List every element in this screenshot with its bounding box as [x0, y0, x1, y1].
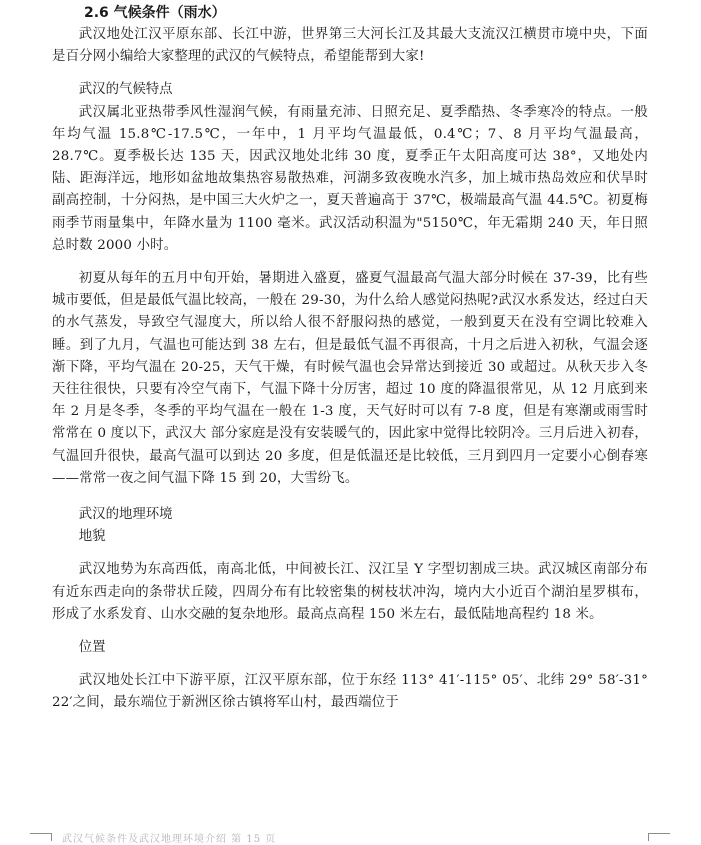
- location-subtitle: 位置: [78, 640, 106, 656]
- crop-mark-right-v: [648, 833, 649, 841]
- climate-section-title: 武汉的气候特点: [78, 82, 173, 98]
- intro-paragraph: 武汉地处江汉平原东部、长江中游，世界第三大河长江及其最大支流汉江横贯市境中央，下面是百分网小编给大家整理的武汉的气候特点，希望能帮到大家!: [52, 27, 648, 65]
- climate-paragraph-1: 武汉属北亚热带季风性湿润气候，有雨量充沛、日照充足、夏季酷热、冬季寒冷的特点。一般年均气温 15.8℃-17.5℃，一年中，1 月平均气温最低，0.4℃；7、8 月平均气温最高，28.7℃。夏季极长达 135 天，因武汉地处北纬 30 度，夏季正午太阳高度可达 38°，又地处内陆、距海洋远，地形如盆地故集热容易散热难，河湖多致夜晚水汽多，加上城市热岛效应和伏旱时副高控制，十分闷热，是中国三大火炉之一，夏天普遍高于 37℃，极端最高气温 44.5℃。初夏梅雨季节雨量集中，年降水量为 1100 毫米。武汉活动积温为"5150℃，年无霜期 240 天，年日照总时数 2000 小时。: [52, 104, 648, 253]
- crop-mark-right-h: [648, 833, 670, 834]
- crop-mark-left-h: [30, 833, 52, 834]
- location-paragraph: 武汉地处长江中下游平原，江汉平原东部，位于东经 113° 41′-115° 05′、北纬 29° 58′-31° 22′之间，最东端位于新洲区徐古镇将军山村，最西端位于: [52, 673, 648, 711]
- geography-section-title: 武汉的地理环境: [78, 507, 173, 523]
- section-heading: 2.6 气候条件（雨水）: [84, 5, 226, 21]
- crop-mark-left-v: [51, 833, 52, 841]
- landform-paragraph: 武汉地势为东高西低，南高北低，中间被长江、汉江呈 Y 字型切割成三块。武汉城区南部分布有近东西走向的条带状丘陵，四周分布有比较密集的树枝状冲沟，境内大小近百个湖泊星罗棋布，形成了水系发育、山水交融的复杂地形。最高点高程 150 米左右，最低陆地高程约 18 米。: [52, 562, 648, 622]
- landform-subtitle: 地貌: [78, 529, 106, 545]
- page-footer: 武汉气候条件及武汉地理环境介绍 第 15 页: [62, 834, 277, 845]
- climate-paragraph-2: 初夏从每年的五月中旬开始，暑期进入盛夏，盛夏气温最高气温大部分时候在 37-39，比有些城市要低，但是最低气温比较高，一般在 29-30，为什么给人感觉闷热呢?武汉水系发达，经过白天的水气蒸发，导致空气湿度大，所以给人很不舒服闷热的感觉，一般到夏天在没有空调比较难入睡。到了九月，气温也可能达到 38 左右，但是最低气温不再很高，十月之后进入初秋，气温会逐渐下降，平均气温在 20-25，天气干燥，有时候气温也会异常达到接近 30 或超过。从秋天步入冬天往往很快，只要有冷空气南下，气温下降十分厉害，超过 10 度的降温很常见，从 12 月底到来年 2 月是冬季，冬季的平均气温在一般在 1-3 度，天气好时可以有 7-8 度，但是有寒潮或雨雪时常常在 0 度以下，武汉大 部分家庭是没有安装暖气的，因此家中觉得比较阴冷。三月后进入初春，气温回升很快，最高气温可以到达 20 多度，但是低温还是比较低，三月到四月一定要小心倒春寒——常常一夜之间气温下降 15 到 20，大雪纷飞。: [52, 271, 648, 486]
- document-body: [52, 0, 648, 715]
